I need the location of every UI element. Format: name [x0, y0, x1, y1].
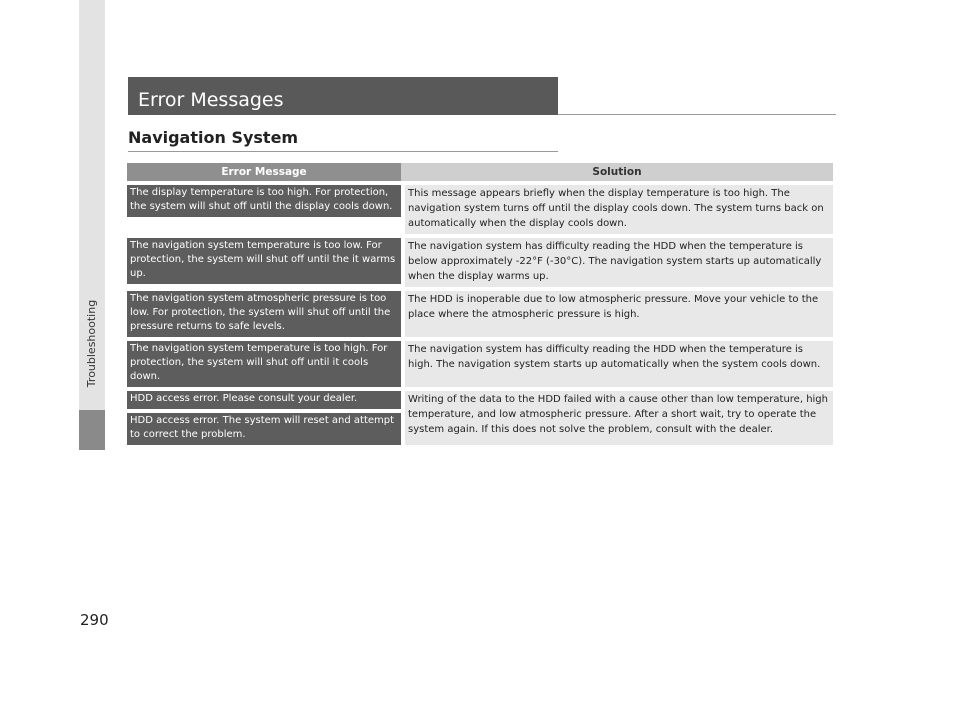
- solution-cell: The HDD is inoperable due to low atmospheric pressure. Move your vehicle to the place where the atmospheric pressure is high.: [405, 291, 833, 337]
- side-tab-label: [79, 278, 105, 408]
- solution-cell: Writing of the data to the HDD failed with a cause other than low temperature, high temperature, and low atmospheric pressure. After a short wait, try to operate the system again. If this does not solve the problem, consult with the dealer.: [405, 391, 833, 445]
- side-tab-text: Troubleshooting: [85, 299, 99, 387]
- title-divider: [558, 114, 836, 115]
- section-divider: [128, 151, 558, 152]
- table-row: [127, 185, 833, 234]
- error-message-text: The navigation system temperature is too low. For protection, the system will shut off until the it warms up.: [127, 238, 401, 284]
- error-message-cell: [127, 391, 401, 445]
- error-message-text: The navigation system atmospheric pressure is too low. For protection, the system will shut off until the pressure returns to safe levels.: [127, 291, 401, 337]
- page-number: 290: [80, 611, 109, 629]
- table-row: [127, 391, 833, 445]
- error-message-text: The navigation system temperature is too high. For protection, the system will shut off until it cools down.: [127, 341, 401, 387]
- error-message-cell: [127, 238, 401, 287]
- error-message-text: HDD access error. The system will reset and attempt to correct the problem.: [127, 413, 401, 445]
- table-row: [127, 238, 833, 287]
- solution-cell: This message appears briefly when the display temperature is too high. The navigation system turns off until the display cools down. The system turns back on automatically when the display cools down.: [405, 185, 833, 234]
- table-header: [127, 163, 833, 181]
- solution-cell: The navigation system has difficulty reading the HDD when the temperature is high. The navigation system starts up automatically when the system cools down.: [405, 341, 833, 387]
- table-row: [127, 341, 833, 387]
- solution-cell: The navigation system has difficulty reading the HDD when the temperature is below approximately -22°F (-30°C). The navigation system starts up automatically when the display warms up.: [405, 238, 833, 287]
- side-tab-marker: [79, 410, 105, 450]
- column-header-error-message: Error Message: [127, 163, 401, 181]
- table-row: [127, 291, 833, 337]
- error-message-cell: [127, 291, 401, 337]
- section-title: Navigation System: [128, 128, 299, 147]
- error-message-text: HDD access error. Please consult your dealer.: [127, 391, 401, 409]
- error-message-cell: [127, 341, 401, 387]
- error-message-cell: [127, 185, 401, 234]
- error-messages-table: [127, 163, 833, 445]
- error-message-text: The display temperature is too high. For protection, the system will shut off until the display cools down.: [127, 185, 401, 217]
- page-title: Error Messages: [128, 77, 558, 115]
- column-header-solution: Solution: [592, 166, 642, 178]
